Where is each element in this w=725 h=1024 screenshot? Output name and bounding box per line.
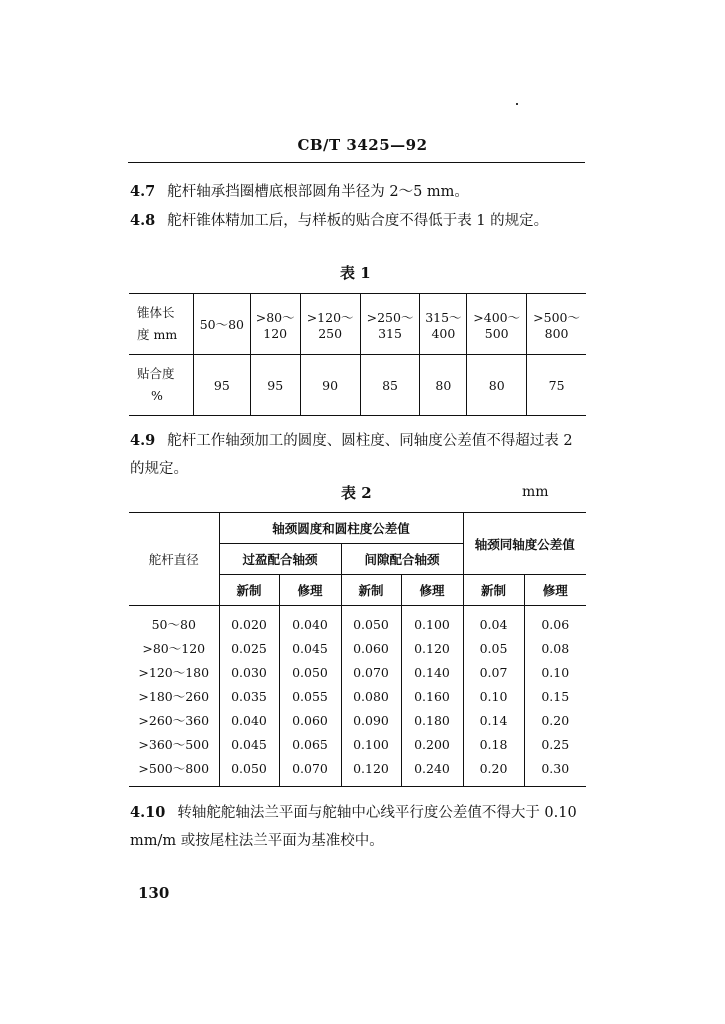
table-row <box>129 606 586 637</box>
scan-speck <box>516 103 518 105</box>
table-header-cell: 过盈配合轴颈 <box>219 544 341 575</box>
table-cell: 0.18 <box>463 732 524 756</box>
table-row <box>129 708 586 732</box>
table-cell: 0.030 <box>219 660 279 684</box>
table-row <box>129 756 586 787</box>
table-cell: 0.020 <box>219 606 279 637</box>
table-cell: 0.050 <box>279 660 341 684</box>
table-cell: 85 <box>360 355 420 416</box>
table-cell: 0.050 <box>341 606 401 637</box>
table-cell: 0.050 <box>219 756 279 787</box>
table-row <box>129 684 586 708</box>
table-cell: >120～ 250 <box>300 294 360 355</box>
table-cell: 50～80 <box>151 617 196 632</box>
table-cell: 80 <box>420 355 467 416</box>
table-2 <box>129 512 586 787</box>
table-cell: 0.20 <box>524 708 586 732</box>
page-number: 130 <box>138 884 170 902</box>
table-cell: >400～ 500 <box>467 294 527 355</box>
table-cell: 0.06 <box>524 606 586 637</box>
table-cell: 0.065 <box>279 732 341 756</box>
table-cell: 0.045 <box>279 636 341 660</box>
table-cell: 0.060 <box>341 636 401 660</box>
table-cell: 0.180 <box>401 708 463 732</box>
section-4-10 <box>130 799 587 855</box>
table-cell: 0.14 <box>463 708 524 732</box>
table-cell: 0.05 <box>463 636 524 660</box>
table-cell: >180～260 <box>138 689 210 704</box>
section-4-7 <box>130 178 587 206</box>
table-cell: 50～80 <box>194 294 251 355</box>
table-cell: 75 <box>527 355 586 416</box>
table-row-label: 贴合度 % <box>129 355 194 416</box>
table-cell: 0.070 <box>279 756 341 787</box>
table-cell: 0.060 <box>279 708 341 732</box>
section-text: 舵杆轴承挡圈槽底根部圆角半径为 2～5 mm。 <box>167 184 469 200</box>
table-header-cell: 新制 <box>463 575 524 606</box>
table-cell: 0.100 <box>341 732 401 756</box>
table-cell: 0.100 <box>401 606 463 637</box>
table-header-cell: 新制 <box>219 575 279 606</box>
section-4-9 <box>130 427 587 483</box>
table-cell: 0.07 <box>463 660 524 684</box>
table-header-cell: 轴颈圆度和圆柱度公差值 <box>219 513 463 544</box>
section-number: 4.10 <box>130 804 166 821</box>
table-cell: 90 <box>300 355 360 416</box>
table-cell: 0.240 <box>401 756 463 787</box>
table-header-row <box>129 513 586 544</box>
table-cell: 0.20 <box>463 756 524 787</box>
section-number: 4.8 <box>130 212 156 229</box>
table-cell: 0.140 <box>401 660 463 684</box>
table-cell: >80～120 <box>142 641 206 656</box>
table-cell: 0.120 <box>341 756 401 787</box>
table-1 <box>129 293 586 416</box>
table-header-cell: 修理 <box>524 575 586 606</box>
table-header-cell: 修理 <box>279 575 341 606</box>
table-cell: 80 <box>467 355 527 416</box>
section-text: 转轴舵舵轴法兰平面与舵轴中心线平行度公差值不得大于 0.10 mm/m 或按尾柱法兰平面为基准校中。 <box>130 805 577 849</box>
table-cell: 0.040 <box>279 606 341 637</box>
table-row <box>129 355 586 416</box>
header-rule <box>128 162 585 163</box>
section-number: 4.9 <box>130 432 156 449</box>
section-4-8 <box>130 207 587 235</box>
table-row <box>129 732 586 756</box>
table-cell: 0.120 <box>401 636 463 660</box>
table-cell: 0.045 <box>219 732 279 756</box>
table-cell: 0.025 <box>219 636 279 660</box>
table-cell: >500～800 <box>129 756 219 787</box>
table-cell: >260～360 <box>138 713 210 728</box>
table-2-caption: 表 2 <box>341 484 372 502</box>
table-cell: 0.08 <box>524 636 586 660</box>
table-cell: 0.10 <box>463 684 524 708</box>
table-header-cell: 间隙配合轴颈 <box>341 544 463 575</box>
table-cell: 0.160 <box>401 684 463 708</box>
page-header: CB/T 3425—92 <box>297 136 428 154</box>
table-cell: 0.080 <box>341 684 401 708</box>
section-number: 4.7 <box>130 183 156 200</box>
table-cell: 0.04 <box>463 606 524 637</box>
table-2-unit: mm <box>522 484 549 500</box>
table-cell: 95 <box>194 355 251 416</box>
table-header-cell: 轴颈同轴度公差值 <box>463 513 586 575</box>
table-row <box>129 294 586 355</box>
table-cell: 315～ 400 <box>420 294 467 355</box>
table-cell: >80～ 120 <box>250 294 300 355</box>
section-text: 舵杆工作轴颈加工的圆度、圆柱度、同轴度公差值不得超过表 2 的规定。 <box>130 433 573 477</box>
table-cell: 0.15 <box>524 684 586 708</box>
table-cell: 0.30 <box>524 756 586 787</box>
table-cell: 0.200 <box>401 732 463 756</box>
table-row <box>129 636 586 660</box>
table-cell: 0.10 <box>524 660 586 684</box>
table-cell: 0.040 <box>219 708 279 732</box>
table-header-cell: 新制 <box>341 575 401 606</box>
table-cell: 0.25 <box>524 732 586 756</box>
table-row-label: 锥体长 度 mm <box>129 294 194 355</box>
table-cell: 0.035 <box>219 684 279 708</box>
table-header-cell: 舵杆直径 <box>129 513 219 606</box>
table-cell: >120～180 <box>138 665 210 680</box>
table-cell: 0.070 <box>341 660 401 684</box>
table-1-caption: 表 1 <box>340 264 371 282</box>
table-cell: >360～500 <box>138 737 210 752</box>
section-text: 舵杆锥体精加工后，与样板的贴合度不得低于表 1 的规定。 <box>167 213 549 229</box>
table-cell: >500～ 800 <box>527 294 586 355</box>
table-row <box>129 660 586 684</box>
table-cell: >250～ 315 <box>360 294 420 355</box>
table-header-cell: 修理 <box>401 575 463 606</box>
table-cell: 95 <box>250 355 300 416</box>
table-cell: 0.090 <box>341 708 401 732</box>
table-cell: 0.055 <box>279 684 341 708</box>
